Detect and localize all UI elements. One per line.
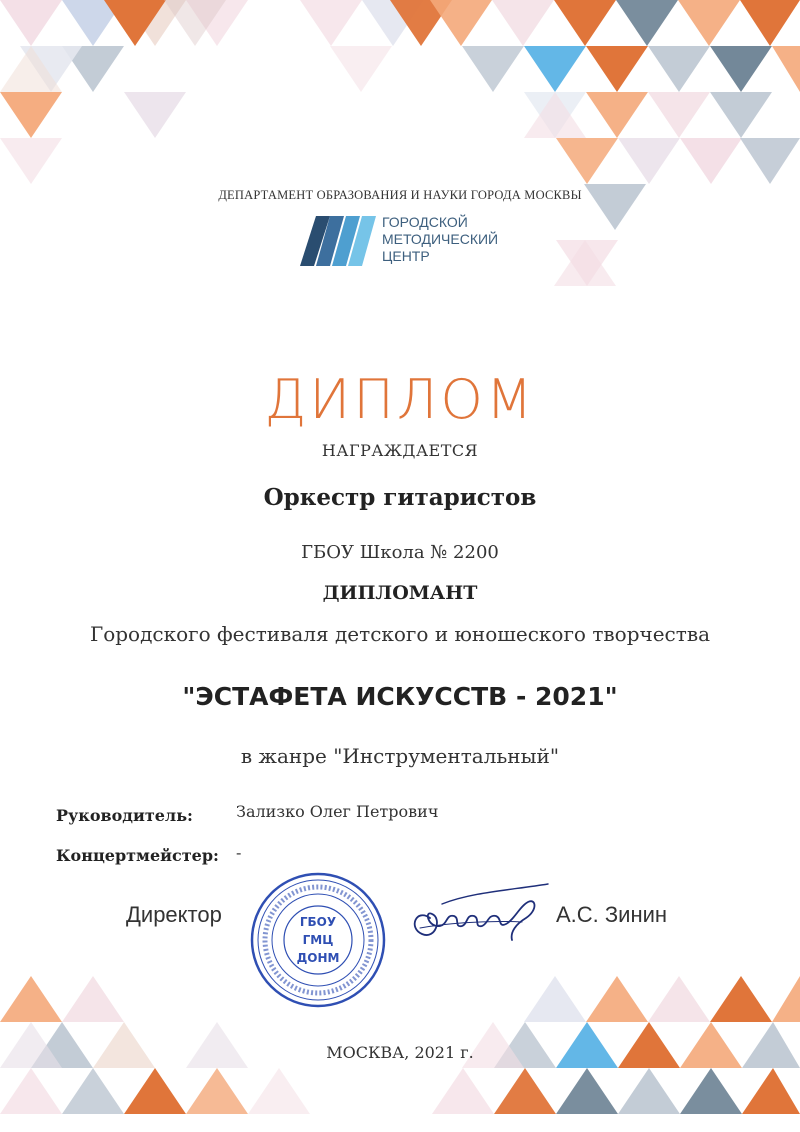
decorative-triangle (648, 92, 710, 138)
decorative-triangle (586, 976, 648, 1022)
decorative-triangle (772, 46, 800, 92)
stamp-text: ГБОУ (299, 915, 337, 929)
awarded-label: НАГРАЖДАЕТСЯ (321, 441, 479, 460)
director-signature (402, 880, 552, 950)
school-name: ГБОУ Школа № 2200 (301, 542, 499, 563)
decorative-triangle (554, 0, 616, 46)
department-name: ДЕПАРТАМЕНТ ОБРАЗОВАНИЯ И НАУКИ ГОРОДА МОСКВЫ (218, 188, 582, 202)
decorative-triangle (678, 0, 740, 46)
decorative-triangle (618, 1068, 680, 1114)
decorative-triangle (0, 92, 62, 138)
decorative-triangle (710, 46, 772, 92)
stamp-text: ДОНМ (296, 951, 340, 965)
accompanist-name: - (236, 843, 242, 862)
decorative-triangle (740, 138, 800, 184)
logo-text (382, 214, 498, 265)
decorative-triangle (710, 92, 772, 138)
decorative-triangle (586, 46, 648, 92)
decorative-triangle (432, 1068, 494, 1114)
leader-name: Зализко Олег Петрович (236, 802, 439, 821)
festival-name: Городского фестиваля детского и юношеского творчества (89, 622, 711, 646)
decorative-triangle (62, 976, 124, 1022)
recipient-name: Оркестр гитаристов (263, 484, 537, 511)
accompanist-label: Концертмейстер: (56, 846, 219, 865)
decorative-triangle (680, 1068, 742, 1114)
decorative-triangle (740, 0, 800, 46)
gmc-logo (300, 214, 560, 270)
decorative-triangle (492, 0, 554, 46)
decorative-triangle (742, 1068, 800, 1114)
decorative-triangle (556, 1068, 618, 1114)
decorative-triangle (772, 976, 800, 1022)
decorative-triangle (462, 46, 524, 92)
gmc-logo-icon (300, 214, 378, 266)
decorative-triangle (62, 1068, 124, 1114)
decorative-triangle (586, 92, 648, 138)
decorative-triangle (0, 138, 62, 184)
decorative-triangle (494, 1068, 556, 1114)
decorative-triangle (648, 46, 710, 92)
logo-line: МЕТОДИЧЕСКИЙ (382, 231, 499, 247)
decorative-triangle (0, 976, 62, 1022)
decorative-triangle (124, 92, 186, 138)
official-stamp (248, 870, 388, 1010)
decorative-triangle (524, 976, 586, 1022)
decorative-triangle (248, 1068, 310, 1114)
decorative-triangle (648, 976, 710, 1022)
genre: в жанре "Инструментальный" (240, 744, 560, 768)
decorative-triangle (710, 976, 772, 1022)
decorative-triangle (680, 138, 742, 184)
decorative-triangle (186, 1068, 248, 1114)
decorative-triangle (616, 0, 678, 46)
decorative-triangle (430, 0, 492, 46)
director-label: Директор (126, 902, 222, 927)
place-and-date: МОСКВА, 2021 г. (326, 1043, 474, 1062)
decorative-triangle (330, 46, 392, 92)
decorative-triangle (300, 0, 362, 46)
header (0, 188, 800, 203)
diploma-title: ДИПЛОМ (264, 368, 536, 431)
decorative-triangle (618, 138, 680, 184)
decorative-triangle (524, 46, 586, 92)
logo-line: ГОРОДСКОЙ (382, 214, 468, 230)
decorative-triangle (556, 138, 618, 184)
logo-line: ЦЕНТР (382, 248, 430, 264)
decorative-triangle (124, 1068, 186, 1114)
award-rank: ДИПЛОМАНТ (322, 582, 478, 604)
decorative-triangle-pattern-bottom (0, 952, 800, 1132)
leader-label: Руководитель: (56, 806, 193, 825)
stamp-text: ГМЦ (302, 933, 334, 947)
decorative-triangle (0, 1068, 62, 1114)
event-name: "ЭСТАФЕТА ИСКУССТВ - 2021" (182, 682, 618, 711)
director-name: А.С. Зинин (556, 902, 668, 927)
decorative-triangle (0, 0, 62, 46)
